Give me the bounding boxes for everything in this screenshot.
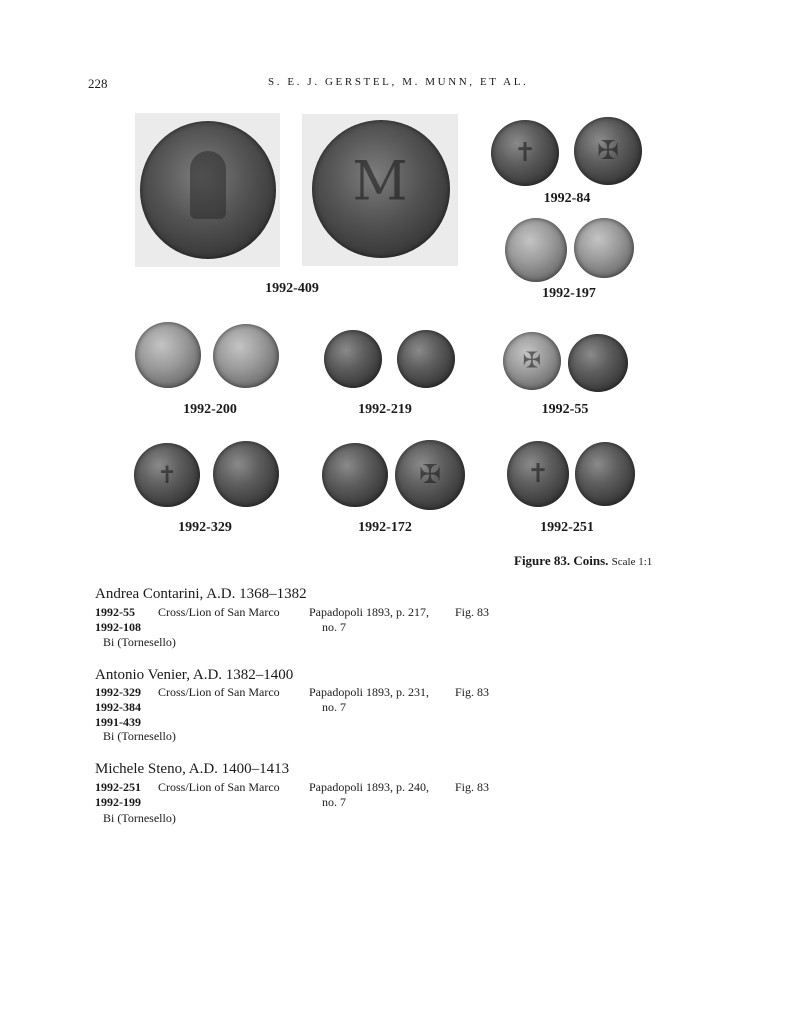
accession-number: 1991-439 [95, 715, 141, 729]
coin-image [213, 324, 279, 388]
page-number: 228 [88, 76, 108, 91]
ruler-heading: Michele Steno, A.D. 1400–1413 [95, 761, 290, 777]
reference: no. 7 [322, 795, 346, 809]
running-head: S. E. J. GERSTEL, M. MUNN, ET AL. [268, 76, 529, 88]
coin-image [507, 441, 569, 507]
coin-label: 1992-409 [265, 281, 319, 296]
emperor-figure-icon [190, 151, 226, 219]
figure-scale: Scale 1:1 [611, 556, 653, 568]
accession-number: 1992-108 [95, 620, 141, 634]
figure-title: Figure 83. Coins. [514, 553, 609, 568]
reference: no. 7 [322, 620, 346, 634]
figure-reference: Fig. 83 [455, 605, 490, 619]
coin-image [397, 330, 455, 388]
coin-image [213, 441, 279, 507]
coin-label: 1992-251 [540, 520, 594, 535]
accession-number: 1992-55 [95, 605, 135, 619]
coin-photo-reverse [302, 114, 458, 266]
cross-icon: ✠ [522, 348, 542, 374]
reference: no. 7 [322, 700, 346, 714]
coin-image [575, 442, 635, 506]
figure-caption [514, 553, 652, 569]
accession-number: 1992-199 [95, 795, 141, 809]
coin-label: 1992-219 [358, 402, 412, 417]
coin-image [505, 218, 567, 282]
reference: Papadopoli 1893, p. 231, [309, 685, 429, 699]
coin-type: Cross/Lion of San Marco [158, 780, 280, 794]
cross-icon: ✠ [419, 460, 441, 490]
accession-number: 1992-251 [95, 780, 141, 794]
denomination: Bi (Tornesello) [103, 811, 176, 825]
coin-image [491, 120, 559, 186]
coin-label: 1992-55 [541, 402, 589, 417]
coin-image [568, 334, 628, 392]
coin-image [134, 443, 200, 507]
ruler-heading: Andrea Contarini, A.D. 1368–1382 [95, 586, 307, 602]
coin-image [324, 330, 382, 388]
coin-label: 1992-84 [543, 191, 591, 206]
coin-image [322, 443, 388, 507]
coin-image [574, 117, 642, 185]
figure-reference: Fig. 83 [455, 780, 490, 794]
ruler-heading: Antonio Venier, A.D. 1382–1400 [95, 667, 294, 683]
coin-label: 1992-329 [178, 520, 232, 535]
m-denomination-icon: M [352, 149, 408, 213]
accession-number: 1992-329 [95, 685, 141, 699]
coin-image [574, 218, 634, 278]
reference: Papadopoli 1893, p. 240, [309, 780, 429, 794]
cross-icon: ✝ [527, 459, 549, 489]
cross-icon: ✝ [156, 461, 178, 489]
reference: Papadopoli 1893, p. 217, [309, 605, 429, 619]
coin-label: 1992-197 [542, 286, 596, 301]
denomination: Bi (Tornesello) [103, 729, 176, 743]
denomination: Bi (Tornesello) [103, 635, 176, 649]
coin-label: 1992-172 [358, 520, 412, 535]
coin-type: Cross/Lion of San Marco [158, 685, 280, 699]
accession-number: 1992-384 [95, 700, 141, 714]
cross-icon: ✠ [597, 136, 619, 166]
coin-type: Cross/Lion of San Marco [158, 605, 280, 619]
coin-label: 1992-200 [183, 402, 237, 417]
coin-image [135, 322, 201, 388]
cross-icon: ✝ [514, 138, 536, 168]
coin-photo-obverse [135, 113, 280, 267]
coin-image [503, 332, 561, 390]
figure-reference: Fig. 83 [455, 685, 490, 699]
coin-image [395, 440, 465, 510]
